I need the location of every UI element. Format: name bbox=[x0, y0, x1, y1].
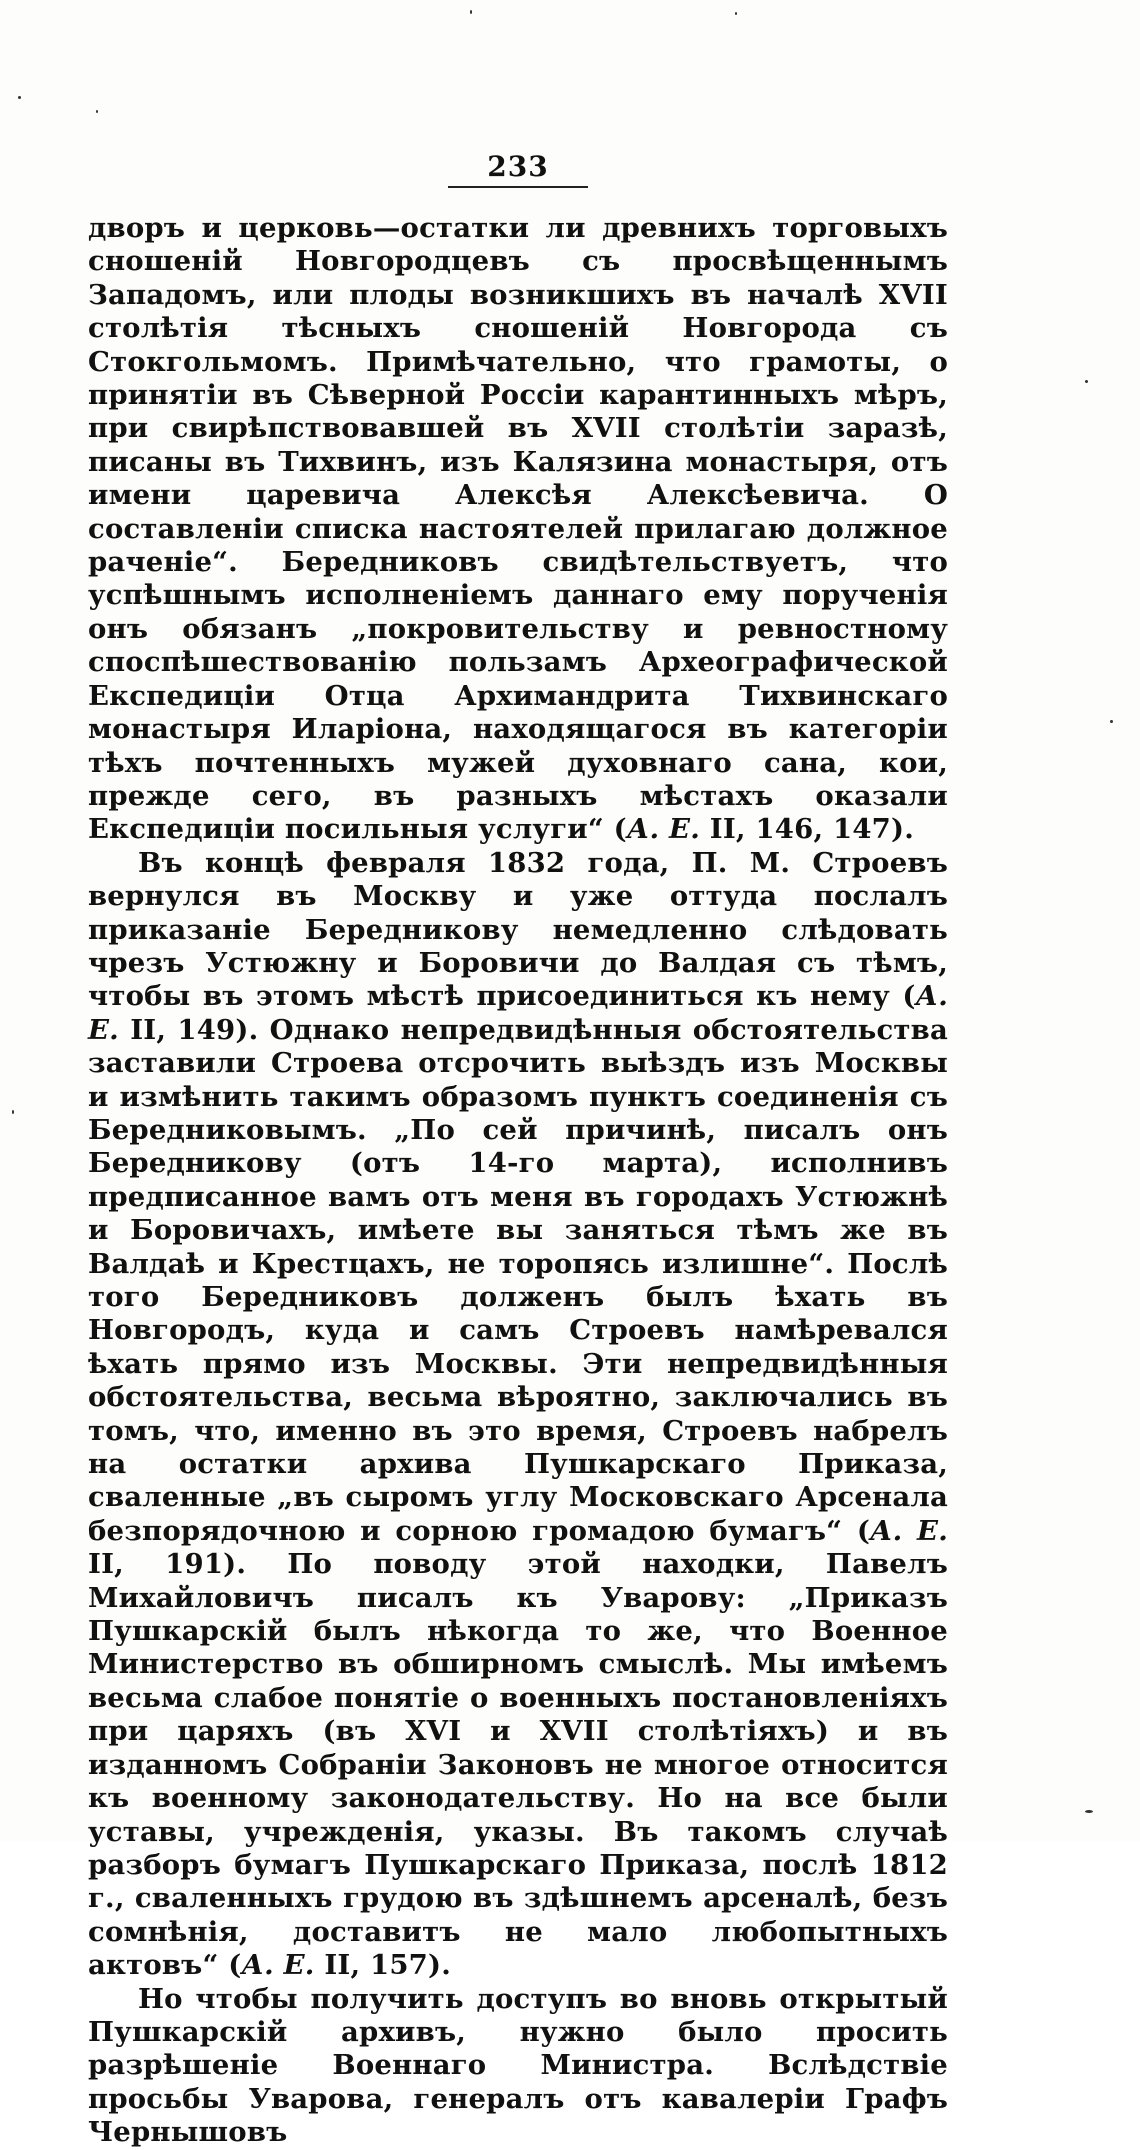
paragraph bbox=[88, 212, 948, 847]
citation-abbrev: А. Е. bbox=[870, 1514, 948, 1547]
scan-speck bbox=[470, 10, 472, 14]
page-number: 233 bbox=[487, 150, 549, 183]
text-run: Но чтобы получить доступъ во вновь открытый Пушкарскій архивъ, нужно было просить разрѣшеніе Военнаго Министра. Вслѣдствіе просьбы Уварова, генералъ отъ кавалеріи Графъ Чернышовъ bbox=[88, 1982, 948, 2149]
scan-speck bbox=[1085, 1810, 1093, 1813]
scan-speck bbox=[96, 110, 98, 113]
text-run: II, 146, 147). bbox=[700, 813, 914, 846]
page-number-rule bbox=[448, 186, 588, 188]
scan-speck bbox=[1110, 720, 1113, 723]
text-run: дворъ и церковь—остатки ли древнихъ торговыхъ сношеній Новгородцевъ съ просвѣщеннымъ Западомъ, или плоды возникшихъ въ началѣ XVII столѣтія тѣсныхъ сношеній Новгорода съ Стокгольмомъ. Примѣчательно, что грамоты, о принятіи въ Сѣверной Россіи карантинныхъ мѣръ, при свирѣпствовавшей въ XVII столѣтіи заразѣ, писаны въ Тихвинъ, изъ Калязина монастыря, отъ имени царевича Алексѣя Алексѣевича. О составленіи списка настоятелей прилагаю должное раченіе“. Бередниковъ свидѣтельствуетъ, что успѣшнымъ исполненіемъ даннаго ему порученія онъ обязанъ „покровительству и ревностному споспѣшествованію пользамъ Археографической Експедиціи Отца Архимандрита Тихвинскаго монастыря Иларіона, находящагося въ категоріи тѣхъ почтенныхъ мужей духовнаго сана, кои, прежде сего, въ разныхъ мѣстахъ оказали Експедиціи посильныя услуги“ ( bbox=[88, 212, 948, 846]
scan-speck bbox=[12, 1110, 14, 1114]
text-run: II, 149). Однако непредвидѣнныя обстоятельства заставили Строева отсрочить выѣздъ изъ Москвы и измѣнить такимъ образомъ пунктъ соединенія съ Бередниковымъ. „По сей причинѣ, писалъ онъ Бередникову (отъ 14-го марта), исполнивъ предписанное вамъ отъ меня въ городахъ Устюжнѣ и Боровичахъ, имѣете вы заняться тѣмъ же въ Валдаѣ и Крестцахъ, не торопясь излишне“. Послѣ того Бередниковъ долженъ былъ ѣхать въ Новгородъ, куда и самъ Строевъ намѣревался ѣхать прямо изъ Москвы. Эти непредвидѣнныя обстоятельства, весьма вѣроятно, заключались въ томъ, что, именно въ это время, Строевъ набрелъ на остатки архива Пушкарскаго Приказа, сваленные „въ сыромъ углу Московскаго Арсенала безпорядочною и сорною громадою бумагъ“ ( bbox=[88, 1013, 948, 1547]
text-run: Въ концѣ февраля 1832 года, П. М. Строевъ вернулся въ Москву и уже оттуда послалъ приказаніе Бередникову немедленно слѣдовать чрезъ Устюжну и Боровичи до Валдая съ тѣмъ, чтобы въ этомъ мѣстѣ присоединиться къ нему ( bbox=[88, 846, 948, 1013]
paragraph bbox=[88, 1983, 948, 2150]
scan-speck bbox=[735, 12, 737, 15]
scan-speck bbox=[1085, 380, 1088, 383]
citation-abbrev: А. Е. bbox=[241, 1949, 315, 1982]
body-text bbox=[88, 212, 948, 2150]
citation-abbrev: А. Е. bbox=[88, 980, 948, 1046]
citation-abbrev: А. Е. bbox=[626, 813, 700, 846]
text-run: II, 157). bbox=[314, 1949, 452, 1982]
text-run: II, 191). По поводу этой находки, Павелъ Михайловичъ писалъ къ Уварову: „Приказъ Пушкарскій былъ нѣкогда то же, что Военное Министерство въ обширномъ смыслѣ. Мы имѣемъ весьма слабое понятіе о военныхъ постановленіяхъ при царяхъ (въ XVI и XVII столѣтіяхъ) и въ изданномъ Собраніи Законовъ не многое относится къ военному законодательству. Но на все были уставы, учрежденія, указы. Въ такомъ случаѣ разборъ бумагъ Пушкарскаго Приказа, послѣ 1812 г., сваленныхъ грудою въ здѣшнемъ арсеналѣ, безъ сомнѣнія, доставитъ не мало любопытныхъ актовъ“ ( bbox=[88, 1548, 948, 1982]
paragraph bbox=[88, 847, 948, 1983]
scan-speck bbox=[18, 96, 21, 99]
